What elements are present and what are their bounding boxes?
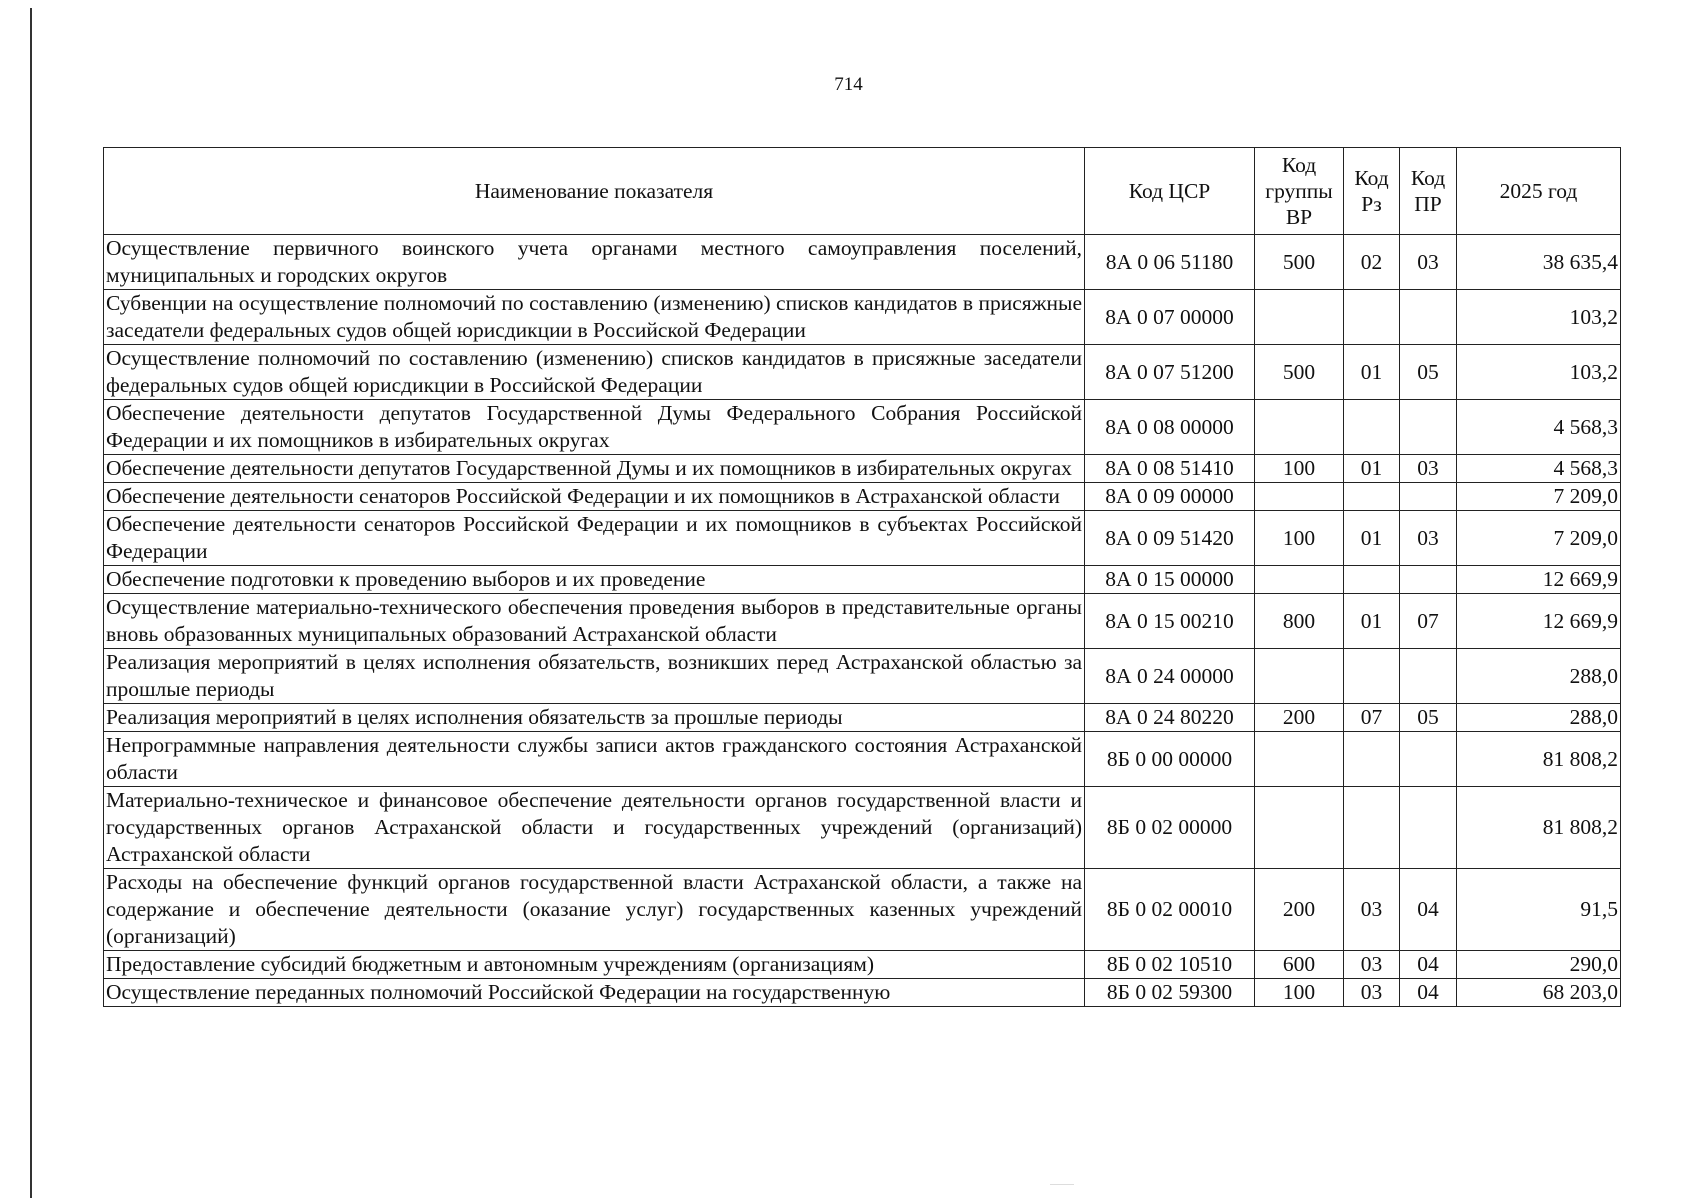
cell-csr: 8Б 0 02 59300 (1085, 979, 1255, 1007)
table-row (104, 594, 1621, 649)
cell-rz: 01 (1344, 594, 1400, 649)
cell-rz: 01 (1344, 511, 1400, 566)
cell-name: Осуществление полномочий по составлению (изменению) списков кандидатов в присяжные заседатели федеральных судов общей юрисдикции в Российской Федерации (104, 345, 1085, 400)
header-pr: Код ПР (1400, 148, 1457, 235)
cell-vr: 600 (1255, 951, 1344, 979)
cell-rz: 01 (1344, 455, 1400, 483)
cell-rz: 03 (1344, 951, 1400, 979)
cell-sum: 7 209,0 (1457, 511, 1621, 566)
cell-csr: 8Б 0 02 00000 (1085, 787, 1255, 869)
cell-vr: 200 (1255, 869, 1344, 951)
cell-name: Реализация мероприятий в целях исполнения обязательств за прошлые периоды (104, 704, 1085, 732)
cell-sum: 81 808,2 (1457, 787, 1621, 869)
cell-sum: 103,2 (1457, 345, 1621, 400)
header-vr: Код группы ВР (1255, 148, 1344, 235)
cell-pr: 04 (1400, 979, 1457, 1007)
cell-csr: 8А 0 08 51410 (1085, 455, 1255, 483)
cell-rz (1344, 649, 1400, 704)
cell-rz: 01 (1344, 345, 1400, 400)
cell-name: Материально-техническое и финансовое обеспечение деятельности органов государственной власти и государственных органов Астраханской области и государственных учреждений (организаций) Астраханской области (104, 787, 1085, 869)
cell-pr: 03 (1400, 235, 1457, 290)
cell-pr: 05 (1400, 345, 1457, 400)
cell-csr: 8Б 0 00 00000 (1085, 732, 1255, 787)
cell-sum: 68 203,0 (1457, 979, 1621, 1007)
cell-vr (1255, 566, 1344, 594)
cell-rz (1344, 732, 1400, 787)
cell-pr: 04 (1400, 951, 1457, 979)
cell-rz (1344, 400, 1400, 455)
cell-sum: 4 568,3 (1457, 455, 1621, 483)
cell-vr (1255, 290, 1344, 345)
cell-vr: 800 (1255, 594, 1344, 649)
table-row (104, 704, 1621, 732)
cell-vr: 100 (1255, 511, 1344, 566)
table-row (104, 979, 1621, 1007)
cell-pr (1400, 566, 1457, 594)
cell-name: Обеспечение деятельности депутатов Государственной Думы и их помощников в избирательных округах (104, 455, 1085, 483)
cell-vr: 500 (1255, 235, 1344, 290)
cell-rz: 07 (1344, 704, 1400, 732)
table-row (104, 235, 1621, 290)
cell-name: Осуществление первичного воинского учета органами местного самоуправления поселений, муниципальных и городских округов (104, 235, 1085, 290)
table-body (104, 235, 1621, 1007)
cell-pr: 07 (1400, 594, 1457, 649)
budget-table (103, 147, 1621, 1007)
cell-pr (1400, 483, 1457, 511)
cell-csr: 8А 0 08 00000 (1085, 400, 1255, 455)
cell-vr: 100 (1255, 455, 1344, 483)
cell-pr: 05 (1400, 704, 1457, 732)
cell-pr (1400, 732, 1457, 787)
cell-vr: 500 (1255, 345, 1344, 400)
cell-sum: 12 669,9 (1457, 566, 1621, 594)
cell-name: Расходы на обеспечение функций органов государственной власти Астраханской области, а также на содержание и обеспечение деятельности (оказание услуг) государственных казенных учреждений (организаций) (104, 869, 1085, 951)
page-number: 714 (834, 74, 863, 95)
table-row (104, 732, 1621, 787)
table-row (104, 345, 1621, 400)
table-row (104, 951, 1621, 979)
table-row (104, 649, 1621, 704)
cell-name: Осуществление переданных полномочий Российской Федерации на государственную (104, 979, 1085, 1007)
cell-name: Реализация мероприятий в целях исполнения обязательств, возникших перед Астраханской областью за прошлые периоды (104, 649, 1085, 704)
header-rz: Код Рз (1344, 148, 1400, 235)
table-row (104, 290, 1621, 345)
cell-csr: 8А 0 15 00210 (1085, 594, 1255, 649)
cell-csr: 8А 0 06 51180 (1085, 235, 1255, 290)
cell-pr (1400, 649, 1457, 704)
cell-pr: 03 (1400, 511, 1457, 566)
cell-sum: 81 808,2 (1457, 732, 1621, 787)
cell-csr: 8Б 0 02 00010 (1085, 869, 1255, 951)
binding-line (30, 8, 32, 1198)
cell-csr: 8А 0 07 00000 (1085, 290, 1255, 345)
cell-sum: 7 209,0 (1457, 483, 1621, 511)
cell-pr (1400, 400, 1457, 455)
cell-pr: 03 (1400, 455, 1457, 483)
table-row (104, 869, 1621, 951)
table-header (104, 148, 1621, 235)
cell-rz (1344, 290, 1400, 345)
cell-name: Обеспечение деятельности сенаторов Российской Федерации и их помощников в Астраханской области (104, 483, 1085, 511)
cell-vr (1255, 649, 1344, 704)
cell-vr (1255, 732, 1344, 787)
table-row (104, 455, 1621, 483)
cell-pr: 04 (1400, 869, 1457, 951)
cell-vr (1255, 787, 1344, 869)
cell-vr (1255, 400, 1344, 455)
cell-sum: 103,2 (1457, 290, 1621, 345)
table-row (104, 483, 1621, 511)
cell-sum: 12 669,9 (1457, 594, 1621, 649)
cell-pr (1400, 290, 1457, 345)
cell-name: Непрограммные направления деятельности службы записи актов гражданского состояния Астраханской области (104, 732, 1085, 787)
cell-csr: 8А 0 24 80220 (1085, 704, 1255, 732)
cell-name: Предоставление субсидий бюджетным и автономным учреждениям (организациям) (104, 951, 1085, 979)
cell-csr: 8Б 0 02 10510 (1085, 951, 1255, 979)
table-row (104, 400, 1621, 455)
cell-name: Субвенции на осуществление полномочий по составлению (изменению) списков кандидатов в присяжные заседатели федеральных судов общей юрисдикции в Российской Федерации (104, 290, 1085, 345)
cell-sum: 290,0 (1457, 951, 1621, 979)
cell-sum: 288,0 (1457, 704, 1621, 732)
cell-csr: 8А 0 09 51420 (1085, 511, 1255, 566)
header-name: Наименование показателя (104, 148, 1085, 235)
cell-csr: 8А 0 24 00000 (1085, 649, 1255, 704)
cell-csr: 8А 0 09 00000 (1085, 483, 1255, 511)
cell-rz (1344, 566, 1400, 594)
cell-rz (1344, 483, 1400, 511)
cell-name: Осуществление материально-технического обеспечения проведения выборов в представительные органы вновь образованных муниципальных образований Астраханской области (104, 594, 1085, 649)
cell-name: Обеспечение подготовки к проведению выборов и их проведение (104, 566, 1085, 594)
cell-sum: 38 635,4 (1457, 235, 1621, 290)
header-row (104, 148, 1621, 235)
table-row (104, 787, 1621, 869)
cell-vr (1255, 483, 1344, 511)
cell-sum: 4 568,3 (1457, 400, 1621, 455)
cell-csr: 8А 0 07 51200 (1085, 345, 1255, 400)
table-row (104, 511, 1621, 566)
cell-sum: 288,0 (1457, 649, 1621, 704)
cell-pr (1400, 787, 1457, 869)
header-sum: 2025 год (1457, 148, 1621, 235)
cell-rz: 03 (1344, 869, 1400, 951)
scan-mark (1050, 1184, 1074, 1185)
cell-name: Обеспечение деятельности сенаторов Российской Федерации и их помощников в субъектах Российской Федерации (104, 511, 1085, 566)
header-csr: Код ЦСР (1085, 148, 1255, 235)
table-row (104, 566, 1621, 594)
cell-rz: 03 (1344, 979, 1400, 1007)
cell-vr: 200 (1255, 704, 1344, 732)
cell-csr: 8А 0 15 00000 (1085, 566, 1255, 594)
cell-vr: 100 (1255, 979, 1344, 1007)
cell-name: Обеспечение деятельности депутатов Государственной Думы Федерального Собрания Российской Федерации и их помощников в избирательных округах (104, 400, 1085, 455)
cell-rz: 02 (1344, 235, 1400, 290)
cell-rz (1344, 787, 1400, 869)
cell-sum: 91,5 (1457, 869, 1621, 951)
